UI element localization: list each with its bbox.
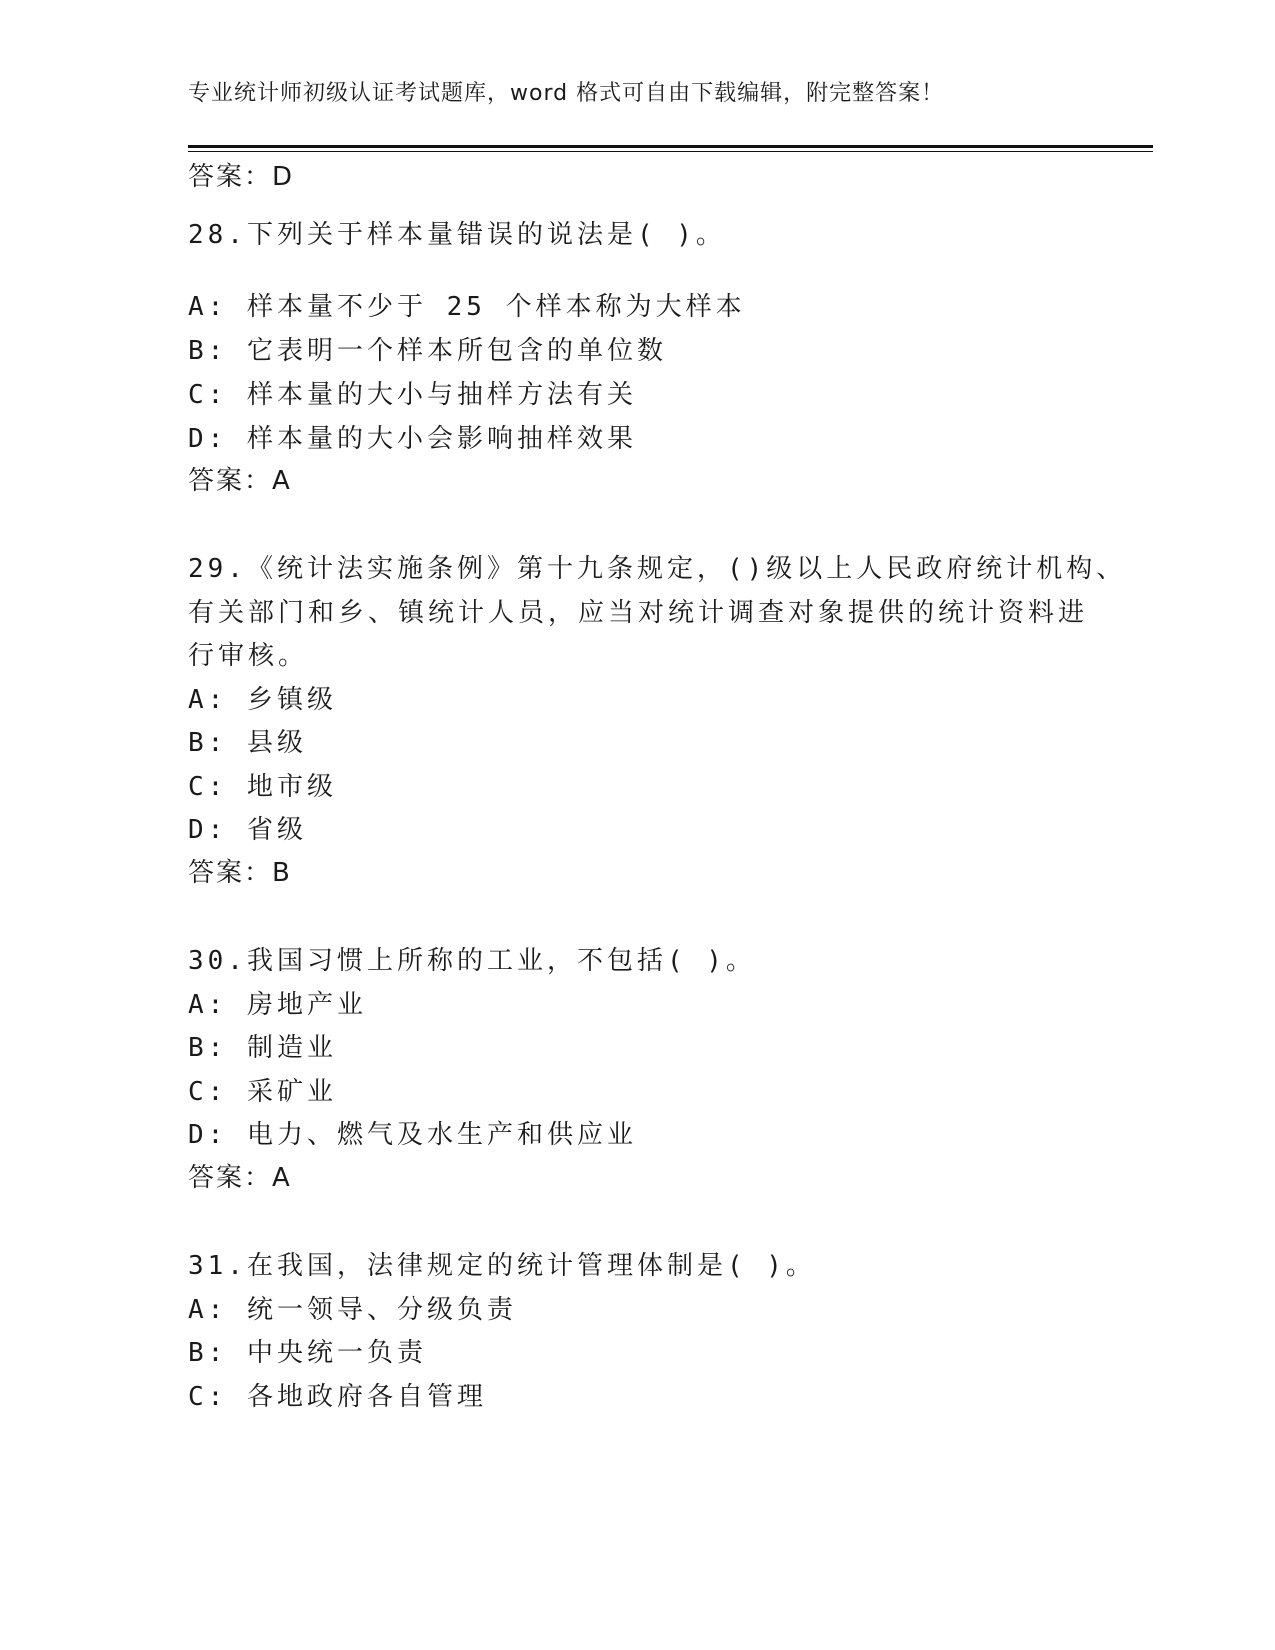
q31-option-c: C: 各地政府各自管理: [188, 1382, 487, 1412]
q29-option-a: A: 乡镇级: [188, 685, 337, 715]
q28-option-d: D: 样本量的大小会影响抽样效果: [188, 424, 637, 454]
q30-option-d: D: 电力、燃气及水生产和供应业: [188, 1120, 637, 1150]
header-rule-thick: [188, 145, 1153, 148]
answer-27: 答案：D: [188, 162, 295, 192]
question-28: 28.下列关于样本量错误的说法是( )。: [188, 220, 726, 250]
q29-option-b: B: 县级: [188, 728, 307, 758]
q28-option-a: A: 样本量不少于 25 个样本称为大样本: [188, 292, 746, 322]
q28-answer: 答案：A: [188, 466, 292, 496]
document-header: 专业统计师初级认证考试题库，word 格式可自由下载编辑，附完整答案！: [188, 81, 945, 106]
q29-answer: 答案：B: [188, 858, 292, 888]
q28-option-c: C: 样本量的大小与抽样方法有关: [188, 380, 637, 410]
header-rule-thin: [188, 151, 1153, 152]
question-30: 30.我国习惯上所称的工业，不包括( )。: [188, 946, 756, 976]
q28-option-b: B: 它表明一个样本所包含的单位数: [188, 336, 667, 366]
q30-option-b: B: 制造业: [188, 1033, 337, 1063]
q31-option-a: A: 统一领导、分级负责: [188, 1295, 517, 1325]
q29-option-c: C: 地市级: [188, 772, 337, 802]
q31-option-b: B: 中央统一负责: [188, 1338, 427, 1368]
question-29-line-3: 行审核。: [188, 641, 309, 671]
q30-answer: 答案：A: [188, 1163, 292, 1193]
question-31: 31.在我国，法律规定的统计管理体制是( )。: [188, 1251, 816, 1281]
question-29-line-2: 有关部门和乡、镇统计人员，应当对统计调查对象提供的统计资料进: [188, 598, 1089, 628]
question-29-line-1: 29.《统计法实施条例》第十九条规定，()级以上人民政府统计机构、: [188, 554, 1127, 584]
q30-option-a: A: 房地产业: [188, 990, 367, 1020]
q30-option-c: C: 采矿业: [188, 1077, 337, 1107]
q29-option-d: D: 省级: [188, 815, 307, 845]
